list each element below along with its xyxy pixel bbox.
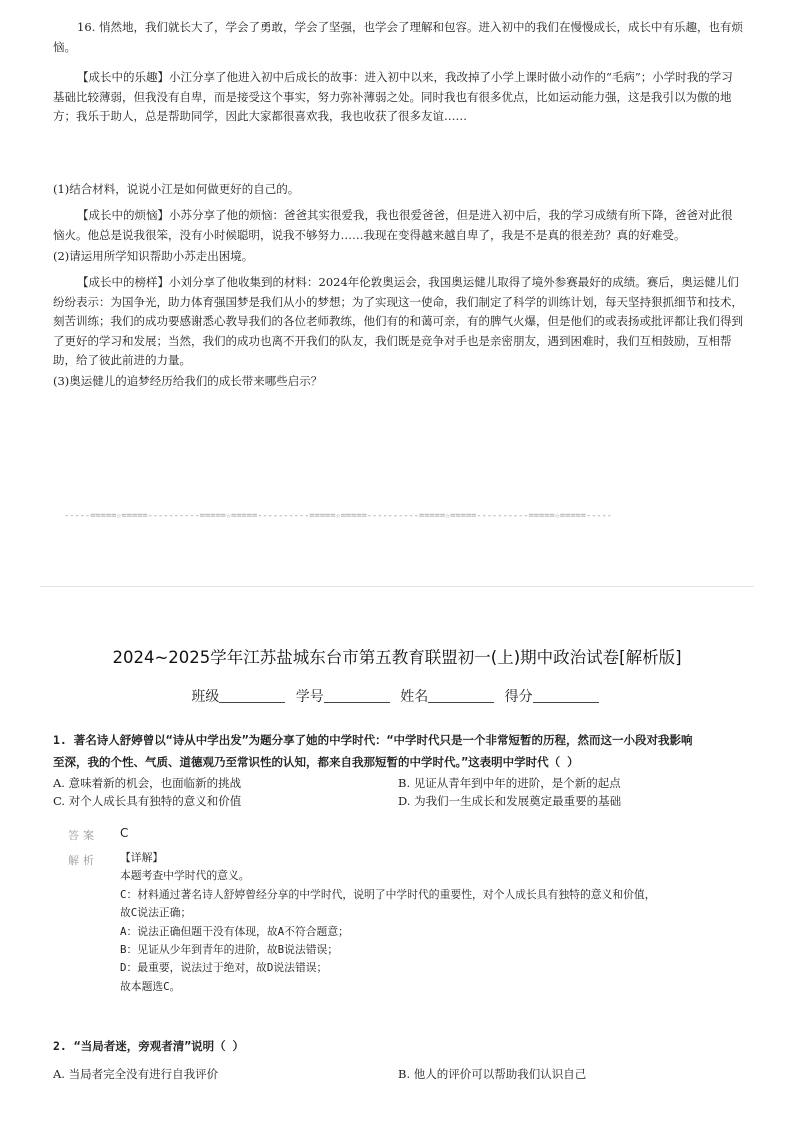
paragraph-growth-joy: 【成长中的乐趣】小江分享了他进入初中后成长的故事：进入初中以来，我改掉了小学上课时做小动作的“毛病”；小学时我的学习基础比较薄弱，但我没有自卑，而是接受这个事实，努力弥补薄弱之处。同时我也有很多优点，比如运动能力强，这是我引以为傲的地方；我乐于助人，总是帮助同学，因此大家都很喜欢我，我也收获了很多友谊…… bbox=[53, 70, 733, 123]
score-field[interactable] bbox=[505, 686, 603, 706]
sub-question-3: (3)奥运健儿的追梦经历给我们的成长带来哪些启示？ bbox=[53, 374, 323, 388]
name-blank[interactable] bbox=[428, 688, 494, 703]
question-1-stem bbox=[53, 729, 743, 773]
question-16-intro: 16. 悄然地，我们就长大了，学会了勇敢，学会了坚强，也学会了理解和包容。进入初中的我们在慢慢成长，成长中有乐趣，也有烦恼。 bbox=[53, 20, 743, 54]
answer-label: 答案 bbox=[68, 829, 98, 842]
question-1-option-d[interactable]: D. 为我们一生成长和发展奠定最重要的基础 bbox=[398, 794, 622, 808]
sub-question-2: (2)请运用所学知识帮助小苏走出困境。 bbox=[53, 249, 254, 263]
student-id-blank[interactable] bbox=[324, 688, 390, 703]
score-label: 得分 bbox=[504, 689, 533, 705]
analysis-line: A：说法正确但题干没有体现，故A不符合题意； bbox=[120, 924, 349, 938]
question-2-option-b[interactable]: B. 他人的评价可以帮助我们认识自己 bbox=[398, 1067, 587, 1081]
class-blank[interactable] bbox=[219, 688, 285, 703]
name-label: 姓名 bbox=[400, 689, 429, 705]
student-id-label: 学号 bbox=[295, 689, 324, 705]
analysis-line: C：材料通过著名诗人舒婷曾经分享的中学时代，说明了中学时代的重要性，对个人成长具有独特的意义和价值， bbox=[120, 887, 656, 901]
score-blank[interactable] bbox=[533, 688, 599, 703]
student-id-field[interactable] bbox=[296, 686, 394, 706]
analysis-line: B：见证从少年到青年的进阶，故B说法错误； bbox=[120, 943, 339, 957]
analysis-line: 本题考查中学时代的意义。 bbox=[120, 869, 250, 883]
student-info-fields bbox=[0, 686, 794, 706]
class-field[interactable] bbox=[191, 686, 289, 706]
analysis-body bbox=[120, 849, 740, 996]
analysis-label: 解析 bbox=[68, 854, 98, 867]
question-1-stem-line-1: 1. 著名诗人舒婷曾以“诗从中学出发”为题分享了她的中学时代：“中学时代只是一个非常短暂的历程，然而这一小段对我影响 bbox=[53, 733, 693, 747]
question-2-option-a[interactable]: A. 当局者完全没有进行自我评价 bbox=[53, 1067, 219, 1081]
question-1-option-a[interactable]: A. 意味着新的机会，也面临新的挑战 bbox=[53, 776, 242, 790]
name-field[interactable] bbox=[400, 686, 498, 706]
analysis-line: D：最重要，说法过于绝对，故D说法错误； bbox=[120, 961, 328, 975]
page-two bbox=[0, 590, 794, 1124]
question-1-option-c[interactable]: C. 对个人成长具有独特的意义和价值 bbox=[53, 794, 242, 808]
analysis-line: 【详解】 bbox=[120, 851, 164, 864]
analysis-line: 故C说法正确； bbox=[120, 906, 192, 920]
question-2-stem: 2. “当局者迷，旁观者清”说明（ ） bbox=[53, 1039, 245, 1053]
paragraph-growth-model: 【成长中的榜样】小刘分享了他收集到的材料：2024年伦敦奥运会，我国奥运健儿取得了境外参赛最好的成绩。赛后，奥运健儿们纷纷表示：为国争光，助力体育强国梦是我们从小的梦想；为了实现这一使命，我们制定了科学的训练计划，每天坚持狠抓细节和技术，刻苦训练；我们的成功要感谢悉心教导我们的各位老师教练，他们有的和蔼可亲，有的脾气火爆，但是他们的或表扬或批评都让我们得到了更好的学习和发展；当然，我们的成功也离不开我们的队友，我们既是竞争对手也是亲密朋友，遇到困难时，我们互相鼓励，互相帮助，给了彼此前进的力量。 bbox=[53, 275, 743, 367]
question-1-stem-line-2: 至深，我的个性、气质、道德观乃至常识性的认知，都来自我那短暂的中学时代。”这表明中学时代（ ） bbox=[53, 755, 579, 769]
sub-question-1: (1)结合材料，说说小江是如何做更好的自己的。 bbox=[53, 182, 300, 196]
analysis-line: 故本题选C。 bbox=[120, 979, 181, 993]
paragraph-growth-worry: 【成长中的烦恼】小苏分享了他的烦恼：爸爸其实很爱我，我也很爱爸爸，但是进入初中后，我的学习成绩有所下降，爸爸对此很恼火。他总是说我很笨，没有小时候聪明，说我不够努力……我现在变得越来越自卑了，我是不是真的很差劲？真的好难受。 bbox=[53, 208, 733, 242]
question-1-option-b[interactable]: B. 见证从青年到中年的进阶，是个新的起点 bbox=[398, 776, 621, 790]
class-label: 班级 bbox=[191, 689, 220, 705]
answer-value: C bbox=[120, 826, 129, 840]
section-divider: -----=====☆=====----------=====☆=====----------=====☆=====----------=====☆=====----------=====☆=====----- bbox=[64, 511, 612, 521]
exam-title: 2024~2025学年江苏盐城东台市第五教育联盟初一(上)期中政治试卷[解析版] bbox=[112, 648, 682, 667]
page-separator bbox=[40, 586, 754, 587]
